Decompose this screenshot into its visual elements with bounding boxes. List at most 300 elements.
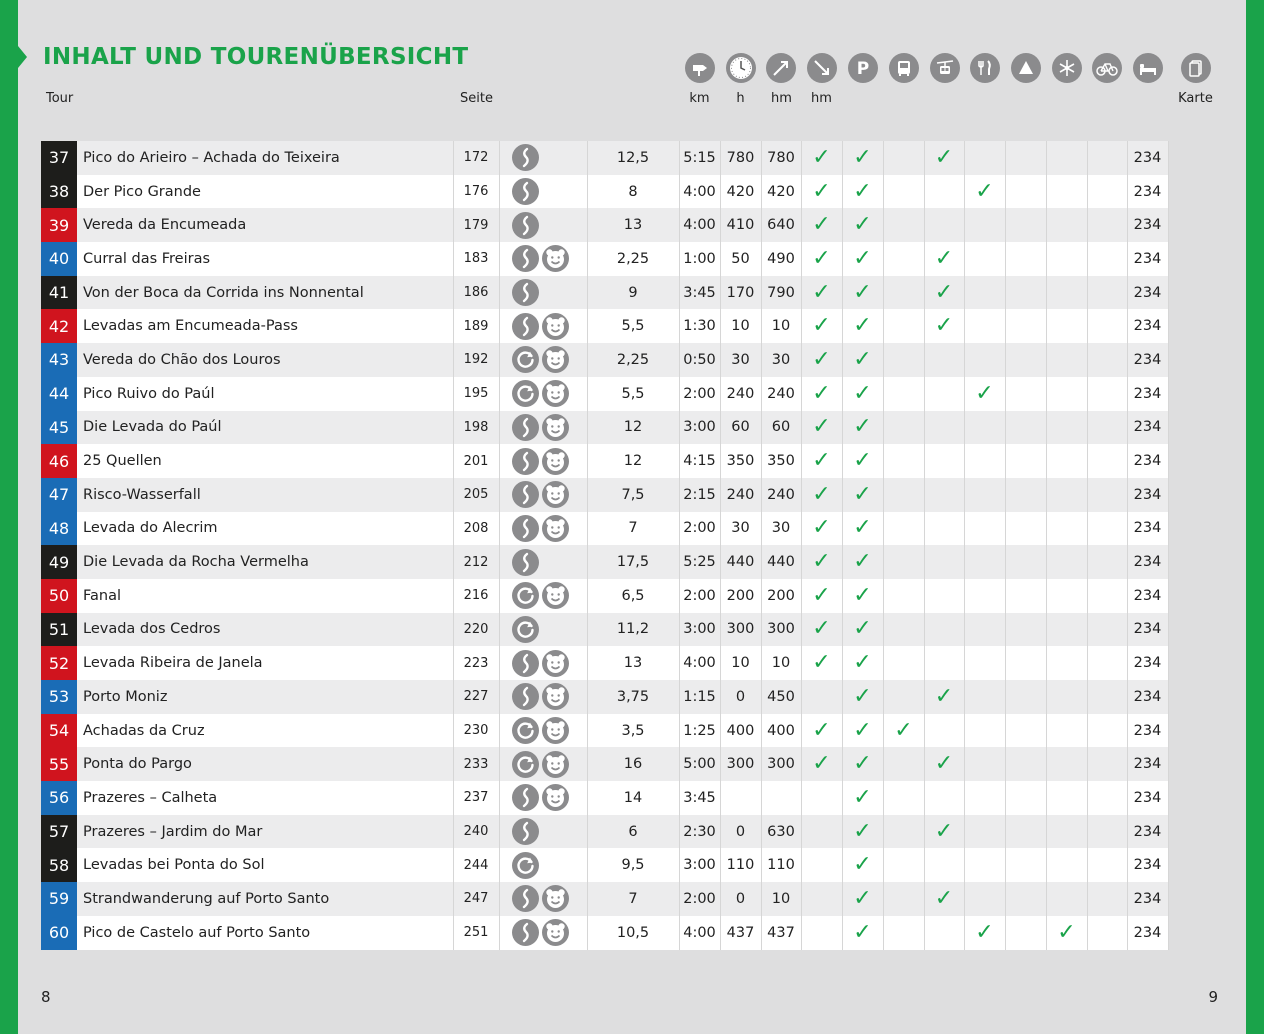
tour-page: 192 [453,343,499,377]
check-bed [1087,781,1127,815]
tour-ascent: 200 [720,579,761,613]
tour-page: 216 [453,579,499,613]
check-cable-car [883,141,924,175]
child-friendly-icon [542,481,569,508]
tour-number-badge: 55 [41,747,77,781]
check-bicycle [1046,882,1087,916]
tour-map-page: 234 [1127,545,1168,579]
check-parking: ✓ [801,747,842,781]
check-camping [964,411,1005,445]
check-snow [1005,411,1046,445]
tour-km: 10,5 [587,916,679,950]
check-snow [1005,276,1046,310]
tour-ascent: 300 [720,747,761,781]
tour-table [41,141,1221,950]
tour-descent: 300 [761,613,801,647]
check-snow [1005,478,1046,512]
tour-map-page: 234 [1127,309,1168,343]
tour-name: Prazeres – Calheta [77,781,453,815]
tour-map-page: 234 [1127,512,1168,546]
linear-route-icon [512,178,539,205]
header-seite: Seite [460,91,493,106]
tour-number-badge: 59 [41,882,77,916]
tour-number-badge: 40 [41,242,77,276]
check-snow [1005,916,1046,950]
table-row [41,680,1221,714]
tour-duration: 1:25 [679,714,720,748]
check-parking: ✓ [801,613,842,647]
tour-type-icons [499,343,587,377]
tour-km: 8 [587,175,679,209]
tour-page: 172 [453,141,499,175]
tour-number-badge: 41 [41,276,77,310]
tour-ascent: 30 [720,343,761,377]
tour-type-icons [499,613,587,647]
check-bicycle [1046,444,1087,478]
tour-map-page: 234 [1127,848,1168,882]
check-parking: ✓ [801,512,842,546]
tour-number-badge: 39 [41,208,77,242]
check-bicycle [1046,309,1087,343]
check-bed [1087,141,1127,175]
check-cable-car [883,444,924,478]
table-row [41,444,1221,478]
tour-km: 3,75 [587,680,679,714]
page-title: INHALT UND TOURENÜBERSICHT [43,44,469,70]
tour-km: 9,5 [587,848,679,882]
check-parking: ✓ [801,175,842,209]
check-restaurant [924,512,964,546]
tour-km: 11,2 [587,613,679,647]
tour-descent: 30 [761,343,801,377]
loop-route-icon [512,616,539,643]
check-bed [1087,545,1127,579]
check-snow [1005,848,1046,882]
check-bus: ✓ [842,916,883,950]
tour-page: 179 [453,208,499,242]
check-bus: ✓ [842,545,883,579]
table-row [41,478,1221,512]
tour-number-badge: 47 [41,478,77,512]
check-snow [1005,309,1046,343]
tour-name: Achadas da Cruz [77,714,453,748]
tour-type-icons [499,242,587,276]
check-bus: ✓ [842,579,883,613]
table-row [41,411,1221,445]
tour-name: Vereda do Chão dos Louros [77,343,453,377]
check-restaurant: ✓ [924,242,964,276]
check-bicycle [1046,747,1087,781]
tour-ascent: 240 [720,478,761,512]
tour-name: Levada do Alecrim [77,512,453,546]
tour-duration: 3:00 [679,411,720,445]
tour-page: 212 [453,545,499,579]
tour-duration: 2:00 [679,377,720,411]
check-snow [1005,579,1046,613]
tour-map-page: 234 [1127,882,1168,916]
tour-km: 12 [587,411,679,445]
tour-page: 230 [453,714,499,748]
check-camping [964,343,1005,377]
check-restaurant [924,848,964,882]
tour-ascent: 410 [720,208,761,242]
check-snow [1005,680,1046,714]
check-bed [1087,309,1127,343]
check-camping: ✓ [964,377,1005,411]
tour-page: 205 [453,478,499,512]
check-cable-car [883,781,924,815]
check-bed [1087,815,1127,849]
check-bicycle [1046,680,1087,714]
check-snow [1005,444,1046,478]
tour-number-badge: 42 [41,309,77,343]
check-camping [964,613,1005,647]
child-friendly-icon [542,885,569,912]
check-bus: ✓ [842,882,883,916]
check-cable-car [883,512,924,546]
check-snow [1005,343,1046,377]
clock-icon [726,53,756,83]
linear-route-icon [512,818,539,845]
tour-name: Die Levada do Paúl [77,411,453,445]
tour-duration: 3:45 [679,781,720,815]
tour-ascent: 170 [720,276,761,310]
linear-route-icon [512,448,539,475]
header-hm-up: hm [771,91,792,106]
linear-route-icon [512,279,539,306]
tour-page: 223 [453,646,499,680]
tour-km: 6 [587,815,679,849]
header-tour: Tour [46,91,74,106]
check-cable-car [883,276,924,310]
check-camping [964,276,1005,310]
child-friendly-icon [542,313,569,340]
tour-page: 251 [453,916,499,950]
check-bus: ✓ [842,377,883,411]
restaurant-icon [970,53,1000,83]
tour-type-icons [499,747,587,781]
check-bicycle [1046,579,1087,613]
check-bicycle: ✓ [1046,916,1087,950]
check-bed [1087,646,1127,680]
bicycle-icon [1092,53,1122,83]
check-snow [1005,512,1046,546]
check-bed [1087,882,1127,916]
tour-name: Die Levada da Rocha Vermelha [77,545,453,579]
tour-duration: 3:00 [679,613,720,647]
linear-route-icon [512,212,539,239]
check-bus: ✓ [842,815,883,849]
check-restaurant [924,579,964,613]
check-bicycle [1046,343,1087,377]
tour-duration: 4:00 [679,175,720,209]
tour-number-badge: 58 [41,848,77,882]
table-row [41,882,1221,916]
check-cable-car [883,242,924,276]
tour-map-page: 234 [1127,343,1168,377]
check-cable-car [883,545,924,579]
check-parking: ✓ [801,444,842,478]
tour-number-badge: 52 [41,646,77,680]
check-bed [1087,208,1127,242]
table-row [41,747,1221,781]
child-friendly-icon [542,784,569,811]
tour-number-badge: 54 [41,714,77,748]
tour-number-badge: 49 [41,545,77,579]
table-row [41,276,1221,310]
tour-map-page: 234 [1127,242,1168,276]
child-friendly-icon [542,650,569,677]
check-bus: ✓ [842,747,883,781]
tour-page: 208 [453,512,499,546]
tour-map-page: 234 [1127,175,1168,209]
check-restaurant: ✓ [924,680,964,714]
check-bicycle [1046,815,1087,849]
tour-type-icons [499,882,587,916]
tour-descent: 780 [761,141,801,175]
tour-name: Strandwanderung auf Porto Santo [77,882,453,916]
check-parking: ✓ [801,411,842,445]
check-camping [964,747,1005,781]
tour-km: 13 [587,208,679,242]
check-camping [964,478,1005,512]
check-bicycle [1046,781,1087,815]
table-row [41,175,1221,209]
check-snow [1005,747,1046,781]
check-bed [1087,848,1127,882]
check-restaurant: ✓ [924,276,964,310]
check-parking [801,916,842,950]
tour-ascent: 350 [720,444,761,478]
check-snow [1005,377,1046,411]
check-bed [1087,444,1127,478]
check-parking: ✓ [801,208,842,242]
tour-ascent: 50 [720,242,761,276]
tour-page: 237 [453,781,499,815]
tour-page: 183 [453,242,499,276]
header-icon-row [0,53,1264,85]
tour-duration: 2:00 [679,579,720,613]
tour-name: Vereda da Encumeada [77,208,453,242]
tour-map-page: 234 [1127,377,1168,411]
tour-name: Risco-Wasserfall [77,478,453,512]
tour-name: Pico Ruivo do Paúl [77,377,453,411]
tour-map-page: 234 [1127,478,1168,512]
check-parking [801,848,842,882]
check-cable-car [883,882,924,916]
table-row [41,512,1221,546]
tour-page: 189 [453,309,499,343]
tour-name: Levadas bei Ponta do Sol [77,848,453,882]
tour-name: Curral das Freiras [77,242,453,276]
check-bicycle [1046,242,1087,276]
loop-route-icon [512,852,539,879]
tour-ascent [720,781,761,815]
tour-km: 9 [587,276,679,310]
tour-duration: 1:15 [679,680,720,714]
linear-route-icon [512,549,539,576]
left-green-bar [0,0,18,1034]
check-parking: ✓ [801,646,842,680]
check-bus: ✓ [842,343,883,377]
table-row [41,545,1221,579]
check-bed [1087,242,1127,276]
check-bus: ✓ [842,478,883,512]
tour-map-page: 234 [1127,781,1168,815]
tour-ascent: 300 [720,613,761,647]
check-parking: ✓ [801,343,842,377]
tour-type-icons [499,411,587,445]
check-restaurant [924,613,964,647]
check-snow [1005,208,1046,242]
tour-type-icons [499,141,587,175]
check-camping [964,141,1005,175]
tour-ascent: 240 [720,377,761,411]
tour-page: 233 [453,747,499,781]
check-camping [964,444,1005,478]
tour-number-badge: 51 [41,613,77,647]
tour-km: 14 [587,781,679,815]
tour-duration: 3:45 [679,276,720,310]
tour-km: 7 [587,882,679,916]
check-restaurant [924,781,964,815]
loop-route-icon [512,346,539,373]
child-friendly-icon [542,582,569,609]
tour-km: 2,25 [587,343,679,377]
tour-map-page: 234 [1127,444,1168,478]
table-row [41,916,1221,950]
tour-type-icons [499,377,587,411]
linear-route-icon [512,784,539,811]
tour-km: 16 [587,747,679,781]
tour-duration: 2:00 [679,512,720,546]
check-bicycle [1046,141,1087,175]
check-snow [1005,613,1046,647]
check-snow [1005,175,1046,209]
check-bed [1087,343,1127,377]
tour-ascent: 440 [720,545,761,579]
page-number-left: 8 [41,988,51,1006]
tour-duration: 4:00 [679,646,720,680]
table-row [41,613,1221,647]
tour-map-page: 234 [1127,646,1168,680]
tour-map-page: 234 [1127,916,1168,950]
check-camping [964,512,1005,546]
tour-page: 176 [453,175,499,209]
tour-km: 5,5 [587,377,679,411]
header-hm-down: hm [811,91,832,106]
check-parking [801,882,842,916]
tour-map-page: 234 [1127,747,1168,781]
tour-type-icons [499,646,587,680]
check-cable-car [883,208,924,242]
tour-descent: 630 [761,815,801,849]
child-friendly-icon [542,414,569,441]
tour-duration: 5:25 [679,545,720,579]
check-bus: ✓ [842,208,883,242]
tour-descent: 10 [761,882,801,916]
tour-duration: 1:30 [679,309,720,343]
tour-km: 2,25 [587,242,679,276]
check-restaurant [924,175,964,209]
check-snow [1005,141,1046,175]
linear-route-icon [512,919,539,946]
check-bicycle [1046,512,1087,546]
linear-route-icon [512,313,539,340]
check-cable-car [883,848,924,882]
table-row [41,377,1221,411]
check-cable-car [883,411,924,445]
tour-type-icons [499,680,587,714]
check-camping [964,848,1005,882]
tour-name: Pico do Arieiro – Achada do Teixeira [77,141,453,175]
check-restaurant [924,478,964,512]
tour-duration: 5:00 [679,747,720,781]
tour-name: Von der Boca da Corrida ins Nonnental [77,276,453,310]
check-bus: ✓ [842,444,883,478]
check-bus: ✓ [842,613,883,647]
tour-descent: 437 [761,916,801,950]
check-restaurant [924,444,964,478]
tour-number-badge: 37 [41,141,77,175]
header-karte: Karte [1178,91,1213,106]
check-bicycle [1046,848,1087,882]
tour-descent: 240 [761,377,801,411]
check-bed [1087,512,1127,546]
tour-descent: 10 [761,646,801,680]
tour-page: 201 [453,444,499,478]
check-restaurant [924,343,964,377]
bus-icon [889,53,919,83]
page-number-right: 9 [1208,988,1218,1006]
check-bed [1087,747,1127,781]
check-bed [1087,478,1127,512]
tour-name: Pico de Castelo auf Porto Santo [77,916,453,950]
tour-km: 7 [587,512,679,546]
tour-map-page: 234 [1127,613,1168,647]
table-row [41,848,1221,882]
check-restaurant [924,411,964,445]
check-parking: ✓ [801,309,842,343]
tour-page: 195 [453,377,499,411]
check-camping [964,815,1005,849]
check-restaurant [924,916,964,950]
check-bicycle [1046,208,1087,242]
check-cable-car [883,175,924,209]
tour-number-badge: 46 [41,444,77,478]
linear-route-icon [512,683,539,710]
check-bus: ✓ [842,242,883,276]
linear-route-icon [512,481,539,508]
tour-number-badge: 50 [41,579,77,613]
check-camping [964,309,1005,343]
table-row [41,242,1221,276]
tour-map-page: 234 [1127,579,1168,613]
tour-ascent: 10 [720,309,761,343]
tour-km: 7,5 [587,478,679,512]
tour-table-body [41,141,1221,950]
tour-ascent: 400 [720,714,761,748]
tour-duration: 5:15 [679,141,720,175]
check-snow [1005,714,1046,748]
tour-ascent: 30 [720,512,761,546]
tour-type-icons [499,208,587,242]
tour-km: 12,5 [587,141,679,175]
tour-number-badge: 44 [41,377,77,411]
tour-ascent: 0 [720,815,761,849]
check-cable-car [883,478,924,512]
check-restaurant: ✓ [924,747,964,781]
